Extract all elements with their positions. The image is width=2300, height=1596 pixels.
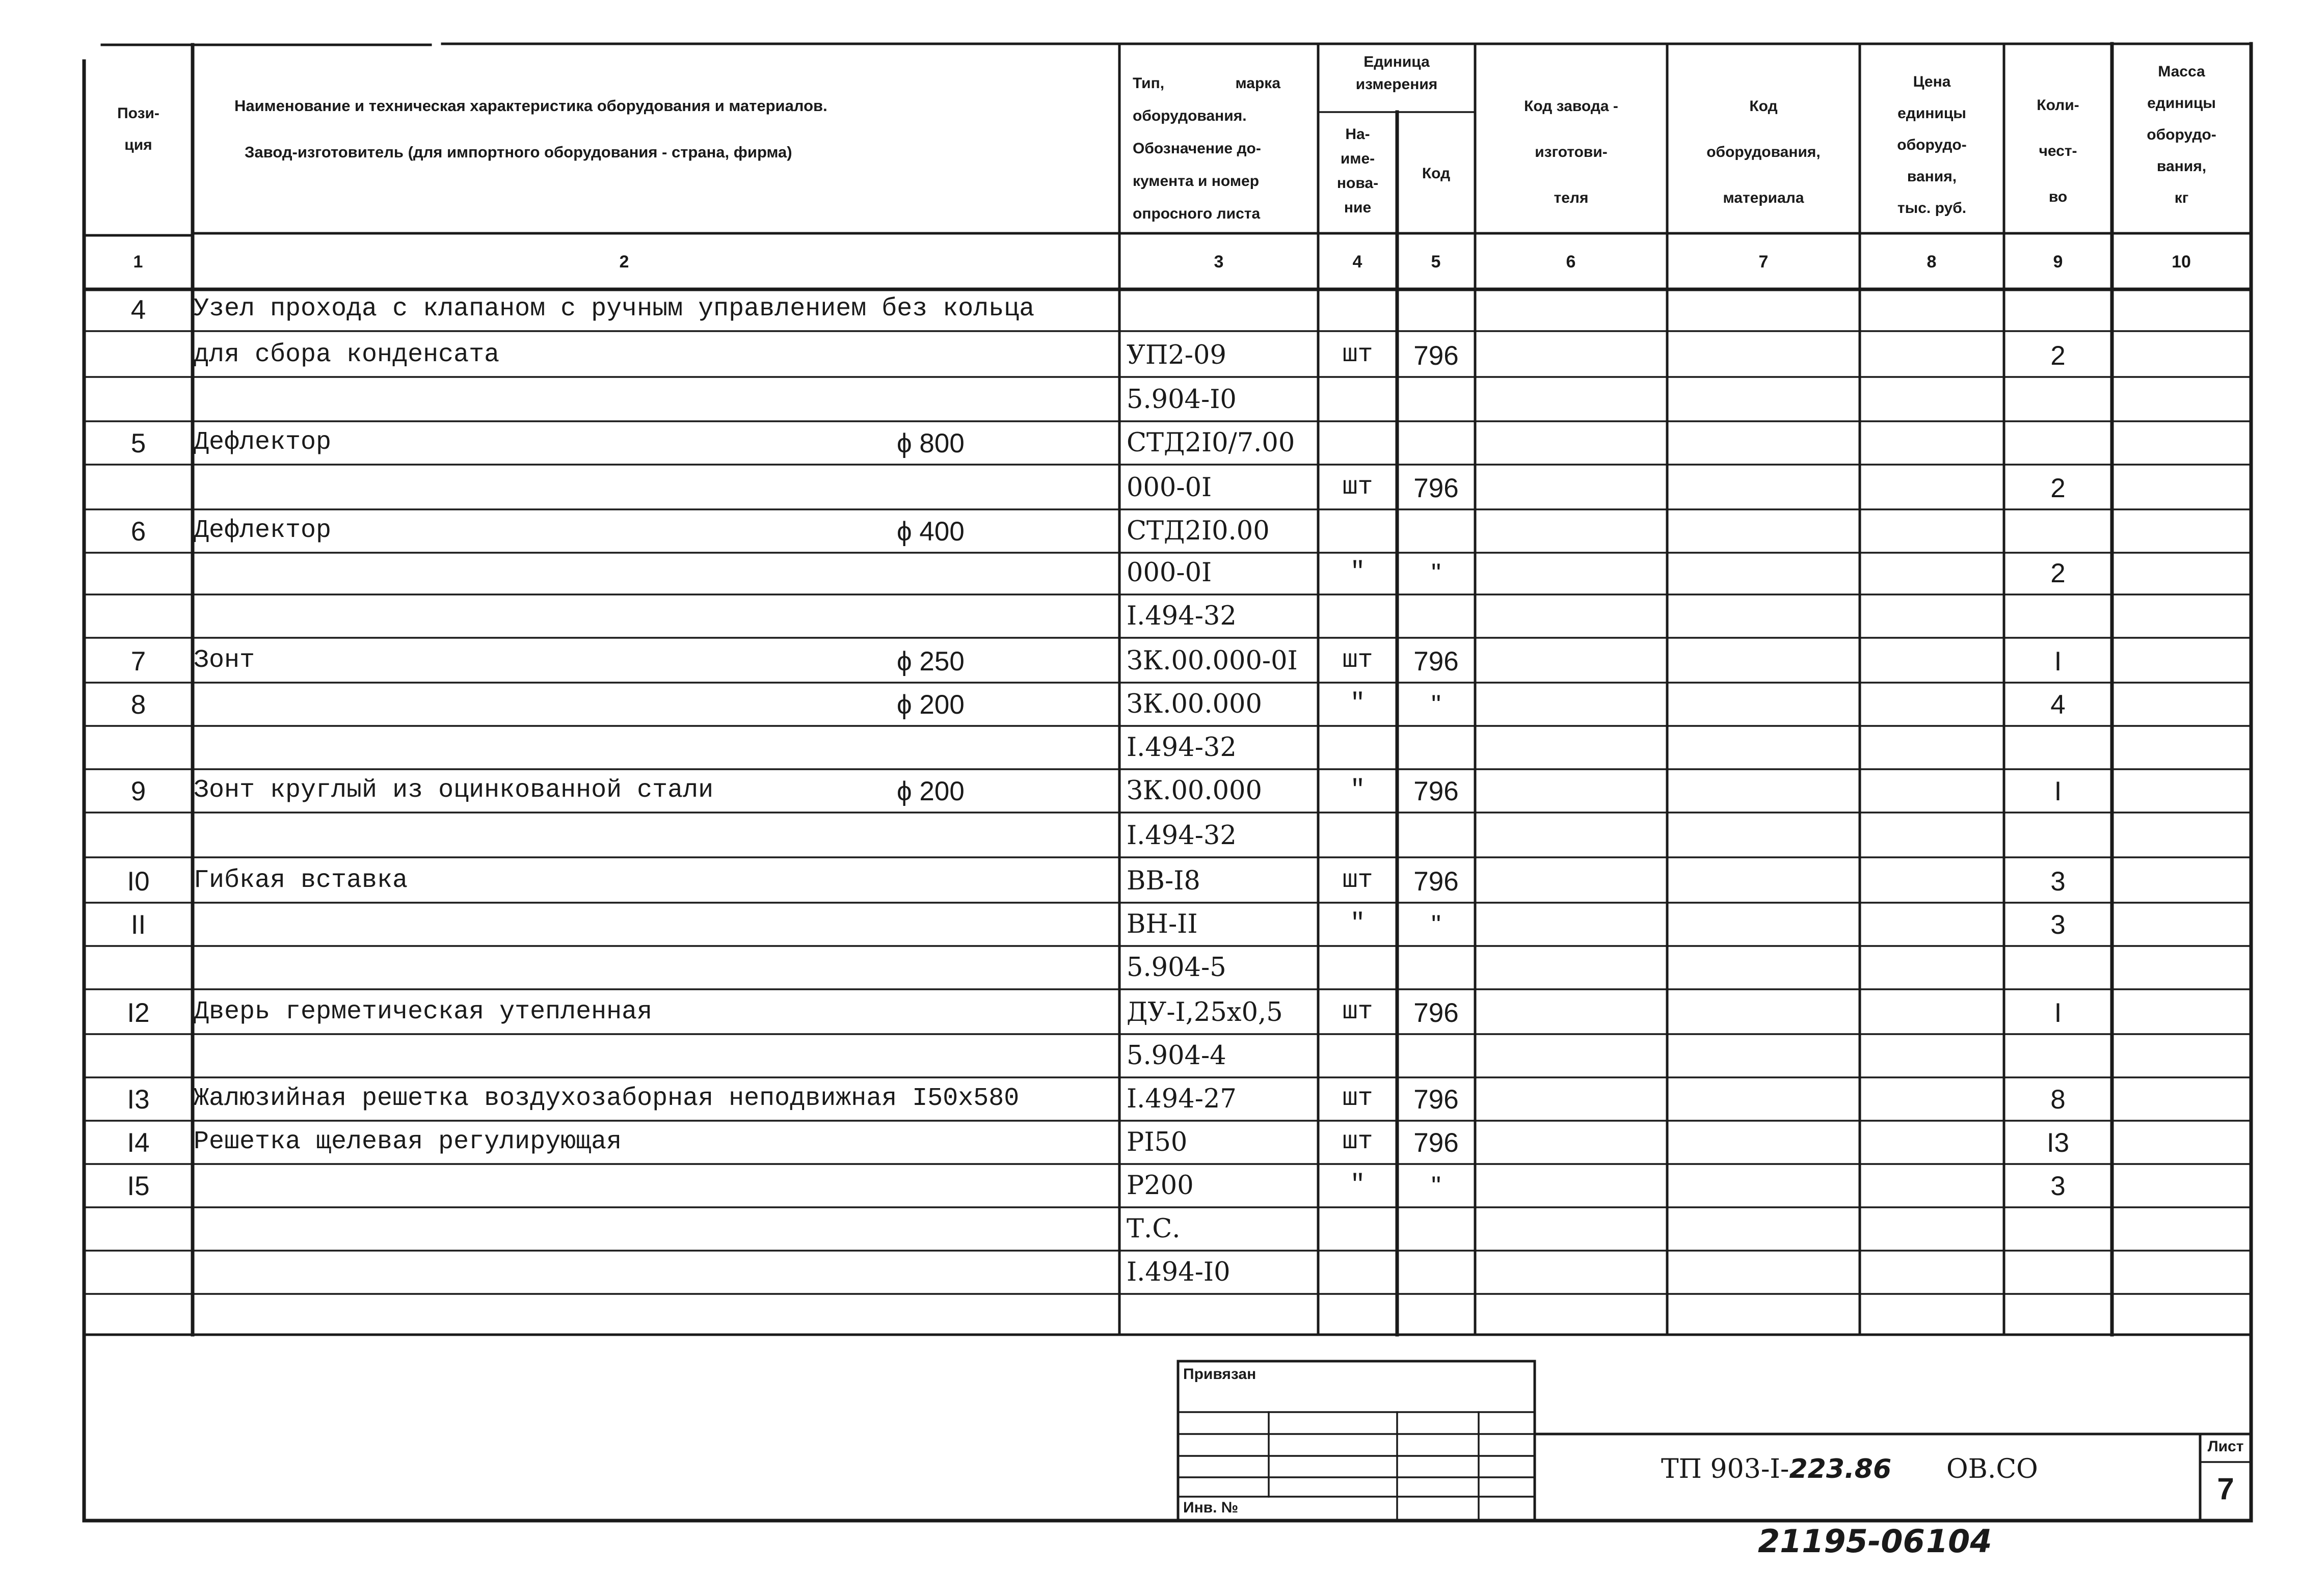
cell-type: 5.904-5: [1127, 953, 1226, 983]
column-number: 1: [133, 252, 143, 272]
cell-position: 4: [130, 295, 146, 325]
header-price: Цена единицы оборудо- вания, тыс. руб.: [1897, 73, 1967, 217]
cell-unit: ": [1350, 776, 1366, 805]
cell-type: I.494-I0: [1127, 1257, 1231, 1287]
cell-position: I2: [127, 998, 150, 1028]
cell-name: Решетка щелевая регулирующая: [194, 1127, 622, 1156]
cell-unit: шт: [1342, 473, 1373, 502]
column-number: 5: [1431, 252, 1441, 272]
cell-quantity: 4: [2050, 690, 2066, 720]
cell-type: ВВ-I8: [1127, 866, 1200, 896]
column-number: 3: [1214, 252, 1224, 272]
cell-name: Зонт круглый из оцинкованной стали: [194, 776, 714, 805]
cell-quantity: 8: [2050, 1085, 2066, 1115]
header-unit-name: На- име- нова- ние: [1336, 126, 1379, 216]
cell-type: 5.904-I0: [1127, 385, 1237, 415]
cell-position: I5: [127, 1171, 150, 1201]
document-section: ОВ.СО: [1946, 1454, 2038, 1484]
cell-quantity: I: [2054, 998, 2062, 1028]
archive-page: 104: [1926, 1523, 1992, 1560]
cell-name: Зонт: [194, 646, 255, 675]
cell-type: СТД2I0.00: [1127, 516, 1270, 546]
cell-type: ЗК.00.000-0I: [1127, 646, 1298, 676]
cell-type: 000-0I: [1127, 558, 1212, 588]
cell-unit-code: ": [1431, 558, 1441, 588]
cell-name: Гибкая вставка: [194, 866, 408, 895]
cell-name: Дефлектор: [194, 428, 332, 457]
document-code: ТП 903-I-223.86: [1661, 1454, 1892, 1484]
cell-type: I.494-32: [1127, 821, 1237, 851]
cell-quantity: I: [2054, 646, 2062, 677]
column-number: 6: [1566, 252, 1576, 272]
archive-number: 21195-06: [1758, 1523, 1925, 1560]
cell-unit: ": [1350, 909, 1366, 938]
cell-position: 8: [130, 690, 146, 720]
cell-unit: шт: [1342, 1127, 1373, 1156]
cell-unit-code: ": [1431, 910, 1441, 940]
cell-quantity: 3: [2050, 1171, 2066, 1201]
cell-type: 000-0I: [1127, 473, 1212, 503]
cell-name: для сбора конденсата: [194, 340, 500, 369]
cell-unit-code: ": [1431, 1171, 1441, 1201]
column-number: 7: [1758, 252, 1769, 272]
cell-unit: шт: [1342, 646, 1373, 675]
stamp-inv-no: Инв. №: [1183, 1499, 1239, 1516]
cell-unit-code: 796: [1413, 998, 1459, 1028]
sheet-number: 7: [2217, 1472, 2234, 1506]
cell-unit-code: 796: [1413, 776, 1459, 806]
cell-quantity: I3: [2046, 1128, 2070, 1158]
column-number: 8: [1927, 252, 1937, 272]
cell-quantity: 2: [2050, 473, 2066, 503]
cell-type: 5.904-4: [1127, 1041, 1226, 1071]
cell-position: 9: [130, 776, 146, 806]
cell-diameter: ϕ 200: [897, 690, 965, 720]
header-mass: Масса единицы оборудо- вания, кг: [2147, 63, 2216, 206]
cell-diameter: ϕ 800: [897, 428, 965, 458]
cell-name: Узел прохода с клапаном с ручным управлением без кольца: [194, 294, 1035, 323]
cell-position: 7: [130, 646, 146, 677]
cell-unit: шт: [1342, 866, 1373, 895]
cell-type: I.494-32: [1127, 601, 1237, 631]
cell-unit-code: 796: [1413, 1128, 1459, 1158]
cell-type: Р200: [1127, 1171, 1194, 1201]
cell-quantity: I: [2054, 776, 2062, 806]
cell-type: I.494-27: [1127, 1084, 1237, 1114]
cell-unit: шт: [1342, 997, 1373, 1026]
cell-type: I.494-32: [1127, 733, 1237, 763]
cell-position: I0: [127, 867, 150, 897]
cell-position: I4: [127, 1128, 150, 1158]
sheet-label: Лист: [2207, 1438, 2244, 1455]
cell-name: Дефлектор: [194, 516, 332, 545]
header-maker-code: Код завода - изготови- теля: [1524, 98, 1618, 206]
cell-type: Т.С.: [1127, 1214, 1181, 1244]
header-unit-code: Код: [1422, 165, 1451, 182]
cell-unit: ": [1350, 558, 1366, 587]
cell-type: ЗК.00.000: [1127, 689, 1262, 719]
cell-unit: шт: [1342, 340, 1373, 369]
cell-diameter: ϕ 200: [897, 776, 965, 806]
cell-quantity: 2: [2050, 558, 2066, 588]
cell-unit-code: 796: [1413, 1085, 1459, 1115]
column-number: 9: [2053, 252, 2063, 272]
cell-type: ДУ-I,25х0,5: [1127, 997, 1283, 1027]
column-number: 10: [2172, 252, 2191, 272]
cell-unit-code: 796: [1413, 341, 1459, 371]
cell-position: I3: [127, 1085, 150, 1115]
cell-diameter: ϕ 400: [897, 517, 965, 547]
cell-diameter: ϕ 250: [897, 646, 965, 677]
stamp-privyazan: Привязан: [1183, 1366, 1256, 1383]
cell-name: Дверь герметическая утепленная: [194, 997, 653, 1026]
cell-unit: шт: [1342, 1084, 1373, 1113]
cell-quantity: 3: [2050, 867, 2066, 897]
cell-unit: ": [1350, 1171, 1366, 1200]
header-name-line2: Завод-изготовитель (для импортного оборудования - страна, фирма): [245, 143, 792, 161]
cell-quantity: 2: [2050, 341, 2066, 371]
cell-type: СТД2I0/7.00: [1127, 428, 1295, 458]
cell-unit: ": [1350, 689, 1366, 718]
cell-type: ВН-II: [1127, 909, 1198, 939]
cell-name: Жалюзийная решетка воздухозаборная неподвижная I50х580: [194, 1084, 1020, 1113]
column-number: 4: [1352, 252, 1362, 272]
cell-type: РI50: [1127, 1127, 1188, 1157]
cell-unit-code: 796: [1413, 473, 1459, 503]
cell-quantity: 3: [2050, 910, 2066, 940]
cell-type: УП2-09: [1127, 340, 1226, 370]
header-equipment-code: Код оборудования, материала: [1706, 98, 1821, 206]
header-unit-group: Единица измерения: [1355, 53, 1438, 93]
header-position: Пози- ция: [117, 105, 159, 153]
cell-position: 5: [130, 428, 146, 458]
cell-type: ЗК.00.000: [1127, 776, 1262, 806]
header-type: Тип, марка оборудования. Обозначение до- кумента и номер опросного листа: [1133, 75, 1280, 222]
column-number: 2: [619, 252, 629, 272]
cell-unit-code: ": [1431, 690, 1441, 720]
cell-unit-code: 796: [1413, 646, 1459, 677]
header-quantity: Коли- чест- во: [2037, 97, 2079, 205]
cell-unit-code: 796: [1413, 867, 1459, 897]
cell-position: 6: [130, 517, 146, 547]
cell-position: II: [130, 910, 146, 940]
header-name-line1: Наименование и техническая характеристика оборудования и материалов.: [234, 97, 827, 115]
